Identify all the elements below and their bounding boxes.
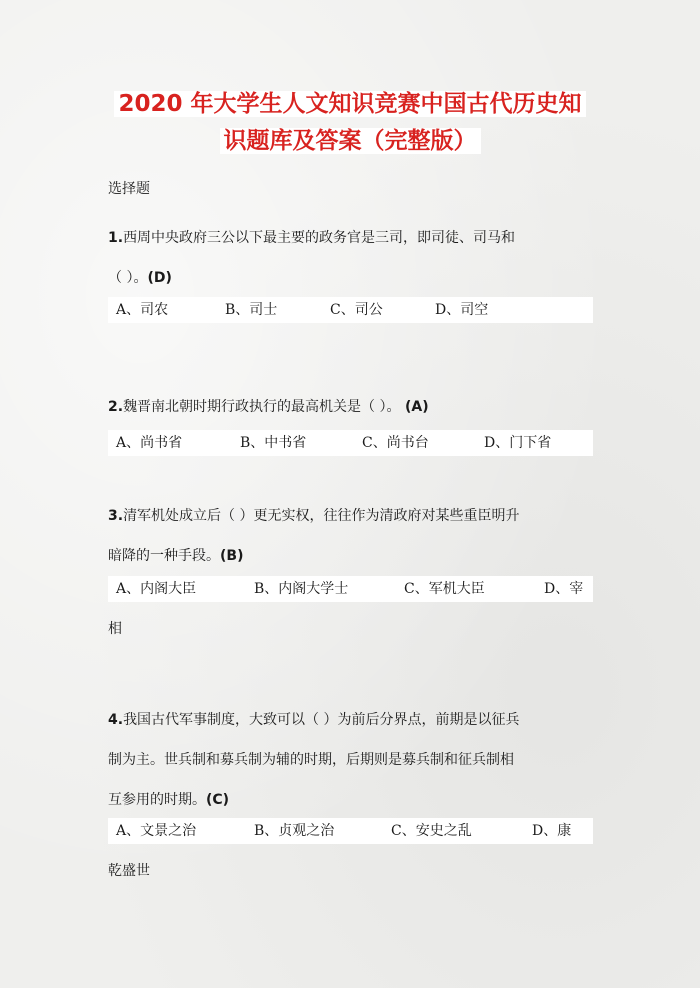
question-1 xyxy=(108,218,593,298)
option-a: A、司农 xyxy=(116,302,169,318)
title-line-2: 识题库及答案（完整版） xyxy=(220,128,481,154)
options-row xyxy=(108,297,593,323)
answer-key: (C) xyxy=(206,792,230,808)
title-line-1: 2020 年大学生人文知识竞赛中国古代历史知 xyxy=(114,91,585,117)
question-text: 魏晋南北朝时期行政执行的最高机关是（ ）。 xyxy=(123,399,401,415)
option-b: B、中书省 xyxy=(240,435,307,451)
question-number: 3. xyxy=(108,508,124,524)
option-a: A、尚书省 xyxy=(116,435,183,451)
question-number: 1. xyxy=(108,230,124,246)
question-4 xyxy=(108,700,593,820)
option-c: C、军机大臣 xyxy=(404,581,485,597)
question-text: 我国古代军事制度，大致可以（ ）为前后分界点，前期是以征兵 xyxy=(123,712,520,728)
question-number: 4. xyxy=(108,712,124,728)
option-b: B、司士 xyxy=(225,302,278,318)
answer-key: (A) xyxy=(404,399,429,415)
option-wrap-text: 相 xyxy=(108,621,122,637)
answer-key: (D) xyxy=(147,270,172,286)
option-a: A、文景之治 xyxy=(116,823,197,839)
option-c: C、尚书台 xyxy=(362,435,429,451)
option-a: A、内阁大臣 xyxy=(116,581,197,597)
section-heading: 选择题 xyxy=(108,181,150,197)
question-2 xyxy=(108,387,593,427)
option-d: D、康 xyxy=(532,823,572,839)
option-b: B、贞观之治 xyxy=(254,823,335,839)
question-text: 制为主。世兵制和募兵制为辅的时期，后期则是募兵制和征兵制相 xyxy=(108,752,514,768)
question-text: 互参用的时期。 xyxy=(108,792,206,808)
question-text: 暗降的一种手段。 xyxy=(108,548,220,564)
option-c: C、安史之乱 xyxy=(391,823,472,839)
option-c: C、司公 xyxy=(330,302,383,318)
question-3 xyxy=(108,496,593,576)
question-text: 清军机处成立后（ ）更无实权，往往作为清政府对某些重臣明升 xyxy=(123,508,520,524)
option-d: D、宰 xyxy=(544,581,584,597)
option-d: D、司空 xyxy=(435,302,489,318)
question-text: 西周中央政府三公以下最主要的政务官是三司，即司徒、司马和 xyxy=(123,230,516,246)
option-d: D、门下省 xyxy=(484,435,552,451)
option-b: B、内阁大学士 xyxy=(254,581,349,597)
options-row xyxy=(108,818,593,844)
options-row xyxy=(108,576,593,602)
question-text: （ ）。 xyxy=(108,270,148,286)
options-row xyxy=(108,430,593,456)
option-wrap-text: 乾盛世 xyxy=(108,863,150,879)
answer-key: (B) xyxy=(220,548,244,564)
question-number: 2. xyxy=(108,399,124,415)
